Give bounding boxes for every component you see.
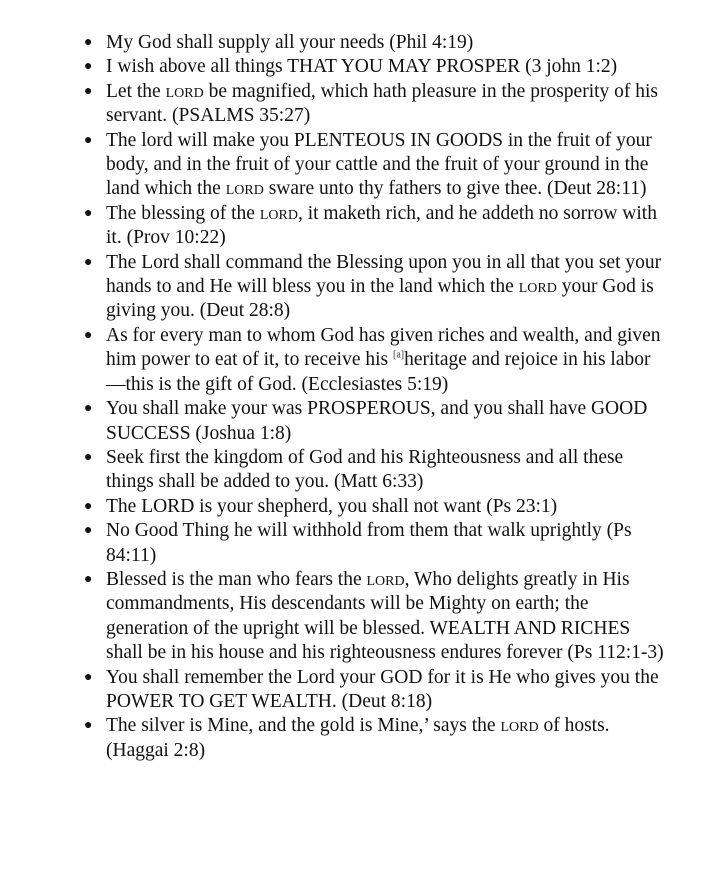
verse-text: , Who delights greatly in His commandments, His descendants will be Mighty on earth; the generation of the upright will be blessed. WEALTH AND RICHES shall be in his house and his righteousness endures forever (Ps 112:1-3)	[106, 568, 664, 664]
lord-small-caps: lord	[518, 276, 557, 298]
verse-text: The LORD is your shepherd, you shall not want (Ps 23:1)	[106, 495, 558, 517]
verse-text: of hosts. (Haggai 2:8)	[106, 715, 610, 761]
verse-text: The Lord shall command the Blessing upon you in all that you set your hands to and He will bless you in the land which the	[106, 251, 662, 298]
bullet-icon: ●	[84, 669, 93, 685]
bullet-icon: ●	[84, 498, 93, 514]
verse-list	[0, 31, 666, 763]
verse-item	[84, 55, 666, 79]
verse-text: The lord will make you PLENTEOUS IN GOODS in the fruit of your body, and in the fruit of your cattle and the fruit of your ground in the land which the	[106, 129, 652, 200]
bullet-icon: ●	[84, 254, 93, 270]
verse-text: sware unto thy fathers to give thee. (Deut 28:11)	[263, 178, 647, 200]
bullet-icon: ●	[84, 132, 93, 148]
lord-small-caps: lord	[165, 80, 204, 102]
verse-text: , it maketh rich, and he addeth no sorrow with it. (Prov 10:22)	[106, 202, 657, 249]
lord-small-caps: lord	[225, 178, 264, 200]
bullet-icon: ●	[84, 401, 93, 417]
verse-text: Blessed is the man who fears the	[106, 568, 367, 590]
verse-item	[84, 324, 666, 397]
bullet-icon: ●	[84, 523, 93, 539]
lord-small-caps: lord	[500, 715, 539, 737]
verse-text: You shall remember the Lord your GOD for it is He who gives you the POWER TO GET WEALTH. (Deut 8:18)	[106, 666, 659, 712]
verse-text: The silver is Mine, and the gold is Mine,’ says the	[106, 715, 501, 737]
verse-item	[84, 446, 666, 495]
bullet-icon: ●	[84, 718, 93, 734]
verse-text: My God shall supply all your needs (Phil 4:19)	[106, 32, 474, 53]
footnote-marker[interactable]: [a]	[393, 349, 405, 361]
bullet-icon: ●	[84, 35, 93, 50]
verse-item	[84, 495, 666, 519]
lord-small-caps: lord	[259, 202, 298, 224]
verse-text: Let the	[106, 80, 166, 102]
verse-item	[84, 31, 666, 55]
bullet-icon: ●	[84, 327, 93, 343]
verse-text: The blessing of the	[106, 202, 260, 224]
verse-item	[84, 666, 666, 715]
verse-item	[84, 714, 666, 763]
lord-small-caps: lord	[366, 568, 405, 590]
bullet-icon: ●	[84, 449, 93, 465]
verse-text: As for every man to whom God has given riches and wealth, and given him power to eat of it, to receive his	[106, 324, 661, 371]
verse-text: Seek first the kingdom of God and his Righteousness and all these things shall be added to you. (Matt 6:33)	[106, 446, 624, 493]
verse-item	[84, 80, 666, 129]
verse-item	[84, 202, 666, 251]
verse-text: be magnified, which hath pleasure in the prosperity of his servant. (PSALMS 35:27)	[106, 80, 659, 127]
verse-item	[84, 251, 666, 324]
verse-item	[84, 568, 666, 666]
verse-item	[84, 519, 666, 568]
verse-text: your God is giving you. (Deut 28:8)	[106, 276, 654, 322]
bullet-icon: ●	[84, 59, 93, 75]
verse-text: heritage and rejoice in his labor—this is the gift of God. (Ecclesiastes 5:19)	[106, 349, 651, 395]
verse-item	[84, 397, 666, 446]
bullet-icon: ●	[84, 571, 93, 587]
verse-item	[84, 129, 666, 202]
verse-text: No Good Thing he will withhold from them that walk uprightly (Ps 84:11)	[106, 520, 632, 566]
verse-text: I wish above all things THAT YOU MAY PROSPER (3 john 1:2)	[106, 56, 618, 78]
verse-text: You shall make your was PROSPEROUS, and you shall have GOOD SUCCESS (Joshua 1:8)	[106, 398, 648, 444]
bullet-icon: ●	[84, 205, 93, 221]
bullet-icon: ●	[84, 83, 93, 99]
